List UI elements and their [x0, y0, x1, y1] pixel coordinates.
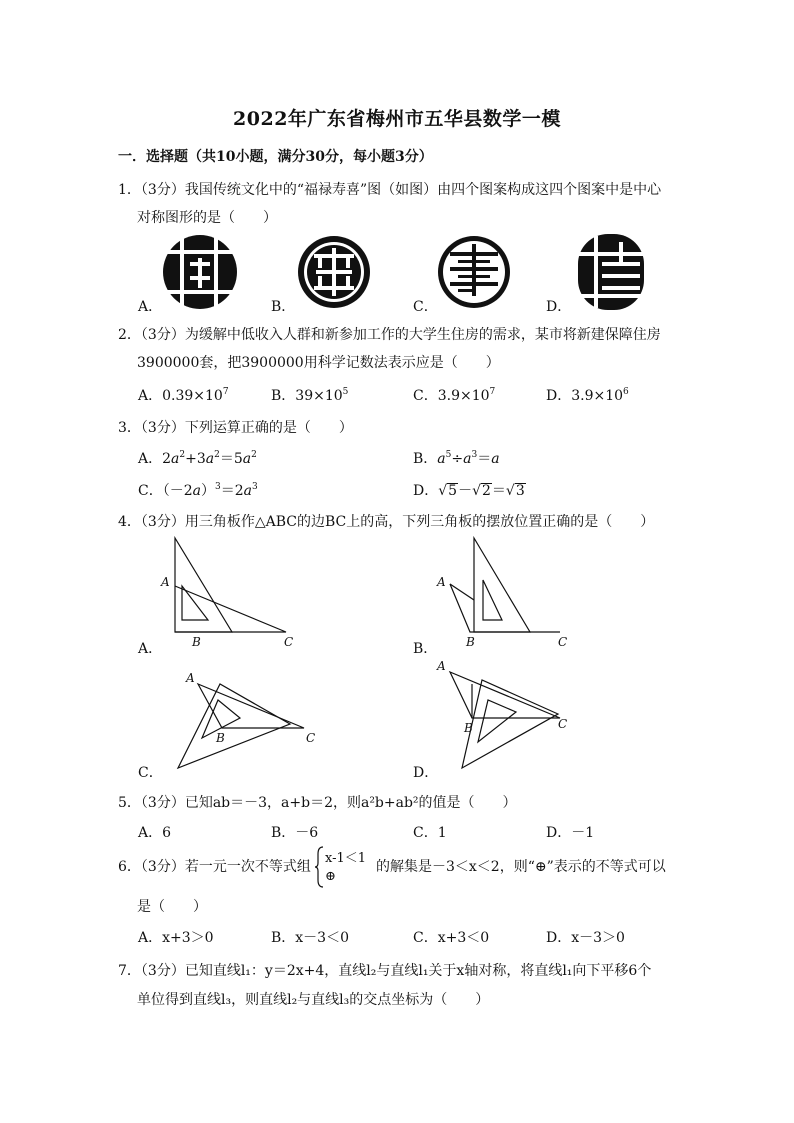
q4-option-c-label: C． — [138, 765, 163, 781]
q3-option-a: A．$2a^2+3a^2=5a^2$ — [138, 450, 257, 467]
q4-stem: 4．（3分）用三角板作△ABC的边BC上的高，下列三角板的摆放位置正确的是（ ） — [118, 514, 655, 530]
page-title: 2022年广东省梅州市五华县数学一模 — [233, 108, 561, 130]
q2-option-a: A．$0.39\times 10^7$ — [138, 387, 229, 404]
q5-stem: 5．（3分）已知ab＝－3，a+b＝2，则a²b+ab²的值是（ ） — [118, 795, 517, 811]
section-heading: 一．选择题（共10小题，满分30分，每小题3分） — [118, 149, 433, 165]
q4-option-d-label: D． — [413, 765, 439, 781]
q2-stem-line1: 2．（3分）为缓解中低收入人群和新参加工作的大学生住房的需求，某市将新建保障住房 — [118, 327, 661, 343]
q3-option-d: D．√5－√2＝√3 — [413, 483, 525, 499]
q7-stem-line1: 7．（3分）已知直线l₁：y＝2x+4，直线l₂与直线l₁关于x轴对称，将直线l₁向下平移6个 — [118, 963, 652, 979]
q6-option-c: C．x+3＜0 — [413, 930, 490, 946]
q6-stem-prefix: 6．（3分）若一元一次不等式组 — [118, 859, 311, 875]
q6-option-a: A．x+3＞0 — [138, 930, 214, 946]
point-label: B — [464, 721, 473, 735]
xi-seal-image — [572, 232, 650, 312]
q6-stem-line2: 是（ ） — [137, 899, 207, 915]
point-label: C — [558, 717, 568, 731]
point-label: B — [466, 635, 475, 649]
point-label: A — [437, 575, 446, 589]
q5-option-a: A．6 — [138, 825, 172, 841]
q4-figure-a — [158, 534, 298, 652]
q1-stem-line2: 对称图形的是（ ） — [137, 210, 277, 226]
q3-option-b: B．$a^5\div a^3=a$ — [413, 450, 500, 467]
q6-system-line1: x-1＜1 — [325, 851, 367, 866]
q4-option-b-label: B． — [413, 641, 438, 657]
q5-option-d: D．－1 — [546, 825, 595, 841]
q5-option-b: B．－6 — [271, 825, 319, 841]
q1-stem-line1: 1．（3分）我国传统文化中的“福禄寿喜”图（如图）由四个图案构成这四个图案中是中心 — [118, 182, 662, 198]
q7-stem-line2: 单位得到直线l₃，则直线l₂与直线l₃的交点坐标为（ ） — [137, 992, 490, 1008]
point-label: A — [437, 659, 446, 673]
fu-seal-image — [160, 232, 240, 312]
q5-option-c: C．1 — [413, 825, 447, 841]
q2-option-d: D．$3.9\times 10^6$ — [546, 387, 629, 404]
q6-option-d: D．x－3＞0 — [546, 930, 625, 946]
lu-seal-image — [296, 234, 372, 310]
q2-stem-line2: 3900000套，把3900000用科学记数法表示应是（ ） — [137, 355, 500, 371]
q4-figure-b — [432, 534, 572, 652]
q6-stem-suffix: 的解集是－3＜x＜2，则“⊕”表示的不等式可以 — [376, 859, 666, 875]
q4-figure-d — [432, 658, 582, 776]
q4-option-a-label: A． — [138, 641, 163, 657]
q1-option-d-label: D． — [546, 299, 572, 315]
q6-option-b: B．x－3＜0 — [271, 930, 349, 946]
shou-seal-image — [436, 234, 512, 310]
q2-option-c: C．$3.9\times 10^7$ — [413, 387, 496, 404]
point-label: C — [558, 635, 568, 649]
q1-option-b-label: B． — [271, 299, 296, 315]
q6-system-line2: ⊕ — [325, 869, 336, 884]
point-label: A — [186, 671, 195, 685]
q1-option-a-label: A． — [138, 299, 163, 315]
point-label: C — [306, 731, 316, 745]
q4-figure-c — [172, 668, 322, 780]
point-label: B — [192, 635, 201, 649]
point-label: A — [161, 575, 170, 589]
brace-icon — [314, 846, 324, 888]
point-label: C — [284, 635, 294, 649]
q2-option-b: B．$39\times 10^5$ — [271, 387, 349, 404]
q3-option-c: C．$(-2a)^3=2a^3$ — [138, 482, 258, 499]
q3-stem: 3．（3分）下列运算正确的是（ ） — [118, 420, 353, 436]
q1-option-c-label: C． — [413, 299, 438, 315]
point-label: B — [216, 731, 225, 745]
